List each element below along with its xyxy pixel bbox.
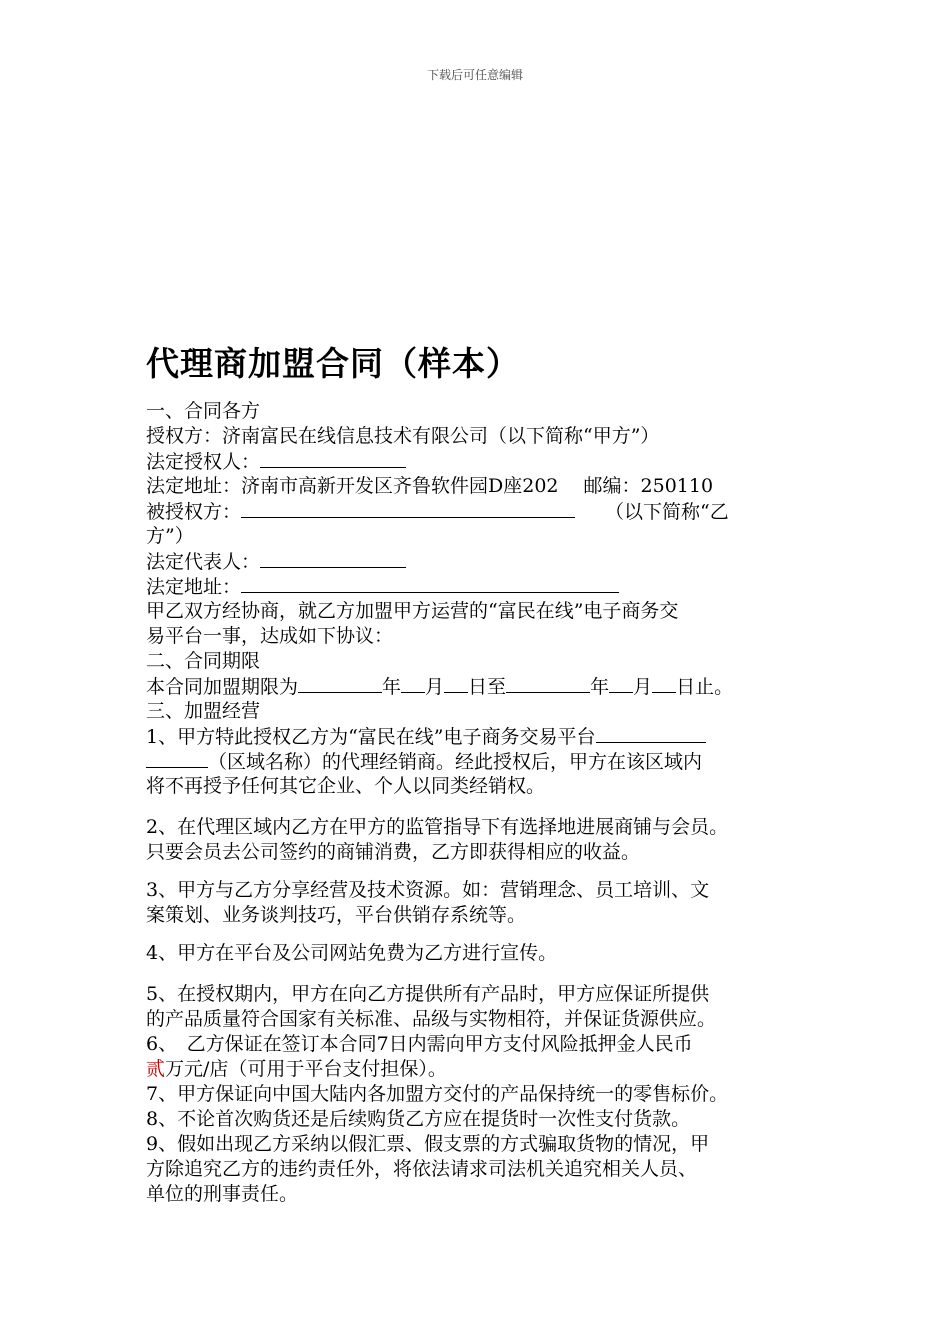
term-year2: 年	[590, 676, 610, 698]
section-heading-operation: 三、加盟经营	[146, 700, 261, 722]
deposit-amount-highlight: 贰	[146, 1058, 166, 1080]
clause-5-line-1: 5、在授权期内，甲方在向乙方提供所有产品时，甲方应保证所提供	[146, 983, 710, 1005]
party-a-rep-label: 法定授权人：	[146, 451, 261, 473]
term-end: 日止。	[676, 676, 734, 698]
term-year-blank	[298, 674, 382, 693]
party-b-rep-label: 法定代表人：	[146, 551, 261, 573]
term-month2-blank	[609, 674, 633, 693]
clause-2-line-2: 只要会员去公司签约的商铺消费，乙方即获得相应的收益。	[146, 841, 641, 863]
clause-3-line-2: 案策划、业务谈判技巧，平台供销存系统等。	[146, 904, 527, 926]
intro-line-2: 易平台一事，达成如下协议：	[146, 625, 394, 647]
term-year2-blank	[506, 674, 590, 693]
clause-1-text-cont: （区域名称）的代理经销商。经此授权后，甲方在该区域内	[208, 751, 703, 773]
clause-1-line-1	[146, 724, 706, 749]
clause-4-line: 4、甲方在平台及公司网站免费为乙方进行宣传。	[146, 942, 558, 964]
clause-5-line-2: 的产品质量符合国家有关标准、品级与实物相符，并保证货源供应。	[146, 1008, 717, 1030]
term-day-blank	[444, 674, 468, 693]
clause-7-line: 7、甲方保证向中国大陆内各加盟方交付的产品保持统一的零售标价。	[146, 1083, 729, 1105]
section-heading-term: 二、合同期限	[146, 650, 261, 672]
party-a-line: 授权方：济南富民在线信息技术有限公司（以下简称“甲方”）	[146, 425, 660, 447]
clause-6-text-cont: 万元/店（可用于平台支付担保）。	[165, 1058, 447, 1080]
document-title: 代理商加盟合同（样本）	[146, 344, 520, 383]
party-a-address-line: 法定地址：济南市高新开发区齐鲁软件园D座202 邮编：250110	[146, 475, 714, 497]
clause-1-line-2	[146, 749, 702, 774]
clause-2-line-1: 2、在代理区域内乙方在甲方的监管指导下有选择地进展商铺与会员。	[146, 816, 729, 838]
term-year: 年	[382, 676, 402, 698]
term-day2-blank	[652, 674, 676, 693]
party-b-address-label: 法定地址：	[146, 576, 242, 598]
party-b-rep-blank	[260, 549, 406, 568]
term-line	[146, 674, 733, 699]
party-b-line	[146, 499, 729, 524]
party-b-blank	[241, 499, 575, 518]
clause-8-line: 8、不论首次购货还是后续购货乙方应在提货时一次性支付货款。	[146, 1108, 691, 1130]
clause-9-line-1: 9、假如出现乙方采纳以假汇票、假支票的方式骗取货物的情况，甲	[146, 1133, 710, 1155]
term-month: 月	[425, 676, 445, 698]
term-month-blank	[401, 674, 425, 693]
clause-1-region-blank-cont	[146, 749, 208, 768]
term-month2: 月	[633, 676, 653, 698]
term-day-to: 日至	[468, 676, 507, 698]
clause-3-line-1: 3、甲方与乙方分享经营及技术资源。如：营销理念、员工培训、文	[146, 879, 710, 901]
party-a-rep-line	[146, 449, 406, 474]
header-note: 下载后可任意编辑	[426, 68, 523, 82]
clause-6-line-1: 6、 乙方保证在签订本合同7日内需向甲方支付风险抵押金人民币	[146, 1033, 693, 1055]
intro-line-1: 甲乙双方经协商，就乙方加盟甲方运营的“富民在线”电子商务交	[146, 600, 679, 622]
clause-1-region-blank	[596, 724, 706, 743]
party-b-rep-line	[146, 549, 406, 574]
party-a-rep-blank	[260, 449, 406, 468]
clause-1-text: 1、甲方特此授权乙方为“富民在线”电子商务交易平台	[146, 726, 596, 748]
party-b-alias: （以下简称“乙	[605, 501, 729, 523]
clause-6-line-2	[146, 1057, 447, 1081]
clause-9-line-2: 方除追究乙方的违约责任外，将依法请求司法机关追究相关人员、	[146, 1158, 698, 1180]
party-b-alias-cont: 方”）	[146, 525, 194, 547]
section-heading-parties: 一、合同各方	[146, 400, 261, 422]
party-b-address-blank	[241, 574, 619, 593]
clause-1-line-3: 将不再授予任何其它企业、个人以同类经销权。	[146, 775, 546, 797]
term-label: 本合同加盟期限为	[146, 676, 299, 698]
party-b-label: 被授权方：	[146, 501, 242, 523]
clause-9-line-3: 单位的刑事责任。	[146, 1183, 299, 1205]
party-b-address-line	[146, 574, 619, 599]
